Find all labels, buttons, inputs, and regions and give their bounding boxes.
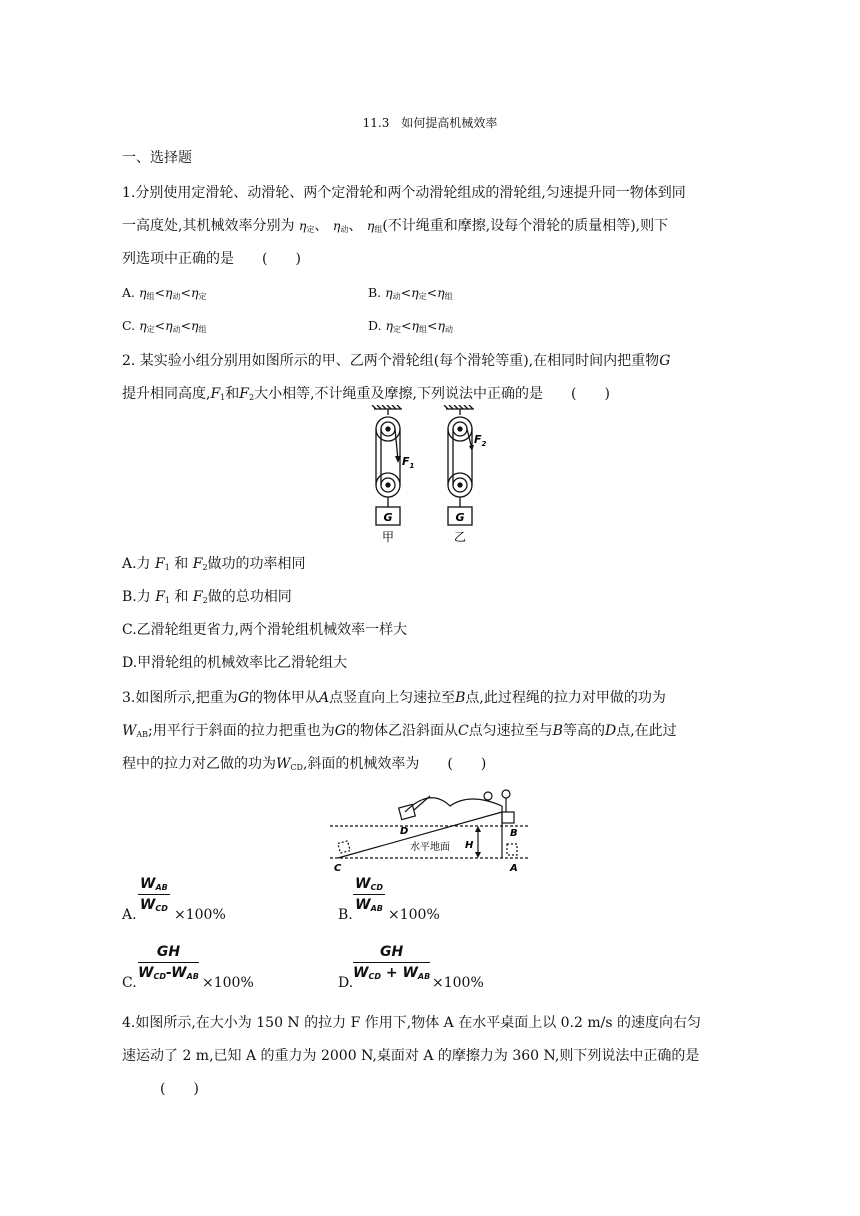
q2-option-d: D.甲滑轮组的机械效率比乙滑轮组大 — [122, 655, 348, 671]
q1-option-b: B. $\eta_动<\eta_定<\eta_组$ — [368, 285, 453, 301]
h-label: H — [465, 840, 474, 851]
incline-figure — [330, 782, 530, 874]
label-jia: 甲 — [381, 530, 395, 544]
q1-option-c: C. $\eta_定<\eta_动<\eta_组$ — [122, 318, 207, 334]
f1-label: $F_1$ — [402, 455, 415, 470]
q3-option-c-pct: ×100% — [202, 975, 254, 991]
q3-line-3: 程中的拉力对乙做的功为$W_{CD}$,斜面的机械效率为 ( ) — [122, 756, 487, 772]
page-title: 11.3 如何提高机械效率 — [362, 116, 498, 130]
b-label: B — [510, 828, 518, 839]
q3-option-c-fraction: GH $W_{CD}-W_{AB}$ — [138, 944, 199, 981]
q2-line-2: 提升相同高度$,F_1$和$F_2$大小相等,不计绳重及摩擦,下列说法中正确的是 ( ) — [122, 386, 610, 402]
q3-option-c-label: C. — [122, 975, 137, 991]
q1-line-3: 列选项中正确的是 ( ) — [122, 251, 301, 267]
q2-option-c: C.乙滑轮组更省力,两个滑轮组机械效率一样大 — [122, 622, 408, 638]
q3-option-d-fraction: GH $W_{CD} + W_{AB}$ — [353, 944, 431, 981]
q4-line-2: 速运动了 2 m,已知 A 的重力为 2000 N,桌面对 A 的摩擦力为 360 N,则下列说法中正确的是 — [122, 1048, 700, 1064]
q4-line-1: 4.如图所示,在大小为 150 N 的拉力 F 作用下,物体 A 在水平桌面上以 0.2 m/s 的速度向右匀 — [122, 1015, 701, 1031]
q3-option-a-label: A. — [122, 907, 137, 923]
q2-line-1: 2. 某实验小组分别用如图所示的甲、乙两个滑轮组(每个滑轮等重),在相同时间内把重物G — [122, 353, 671, 369]
f2-label: $F_2$ — [474, 433, 487, 448]
weight-g-left: G — [383, 511, 393, 524]
q4-line-3: ( ) — [160, 1081, 199, 1097]
q3-line-1: 3.如图所示,把重为G的物体甲从A点竖直向上匀速拉至B点,此过程绳的拉力对甲做的功为 — [122, 690, 666, 706]
q3-option-d-label: D. — [338, 975, 354, 991]
q1-line-2: 一高度处,其机械效率分别为 $\eta_定$、 $\eta_动$、 $\eta_组$(不计绳重和摩擦,设每个滑轮的质量相等),则下 — [122, 218, 669, 234]
q2-option-b: B.力 $F_1$ 和 $F_2$做的总功相同 — [122, 589, 292, 605]
c-label: C — [334, 863, 342, 874]
q3-option-d-pct: ×100% — [432, 975, 484, 991]
q1-option-a: A. $\eta_组<\eta_动<\eta_定$ — [122, 285, 207, 301]
d-label: D — [400, 826, 409, 837]
q3-option-b-pct: ×100% — [388, 907, 440, 923]
ground-label: 水平地面 — [410, 842, 450, 853]
q3-line-2: $W_{AB}$;用平行于斜面的拉力把重也为G的物体乙沿斜面从C点匀速拉至与B等高的D点,在此过 — [122, 723, 677, 739]
q3-option-a-fraction: $W_{AB}$ $W_{CD}$ — [139, 876, 168, 913]
weight-g-right: G — [455, 511, 465, 524]
q3-option-b-label: B. — [338, 907, 353, 923]
q1-line-1: 1.分别使用定滑轮、动滑轮、两个定滑轮和两个动滑轮组成的滑轮组,匀速提升同一物体到同 — [122, 185, 686, 201]
q3-option-a-pct: ×100% — [174, 907, 226, 923]
q3-option-b-fraction: $W_{CD}$ $W_{AB}$ — [355, 876, 383, 913]
pulley-figure — [360, 405, 490, 545]
a-label: A — [510, 863, 518, 874]
label-yi: 乙 — [453, 530, 467, 544]
q1-option-d: D. $\eta_定<\eta_组<\eta_动$ — [368, 318, 454, 334]
q2-option-a: A.力 $F_1$ 和 $F_2$做功的功率相同 — [122, 556, 306, 572]
section-heading: 一、选择题 — [122, 150, 192, 166]
